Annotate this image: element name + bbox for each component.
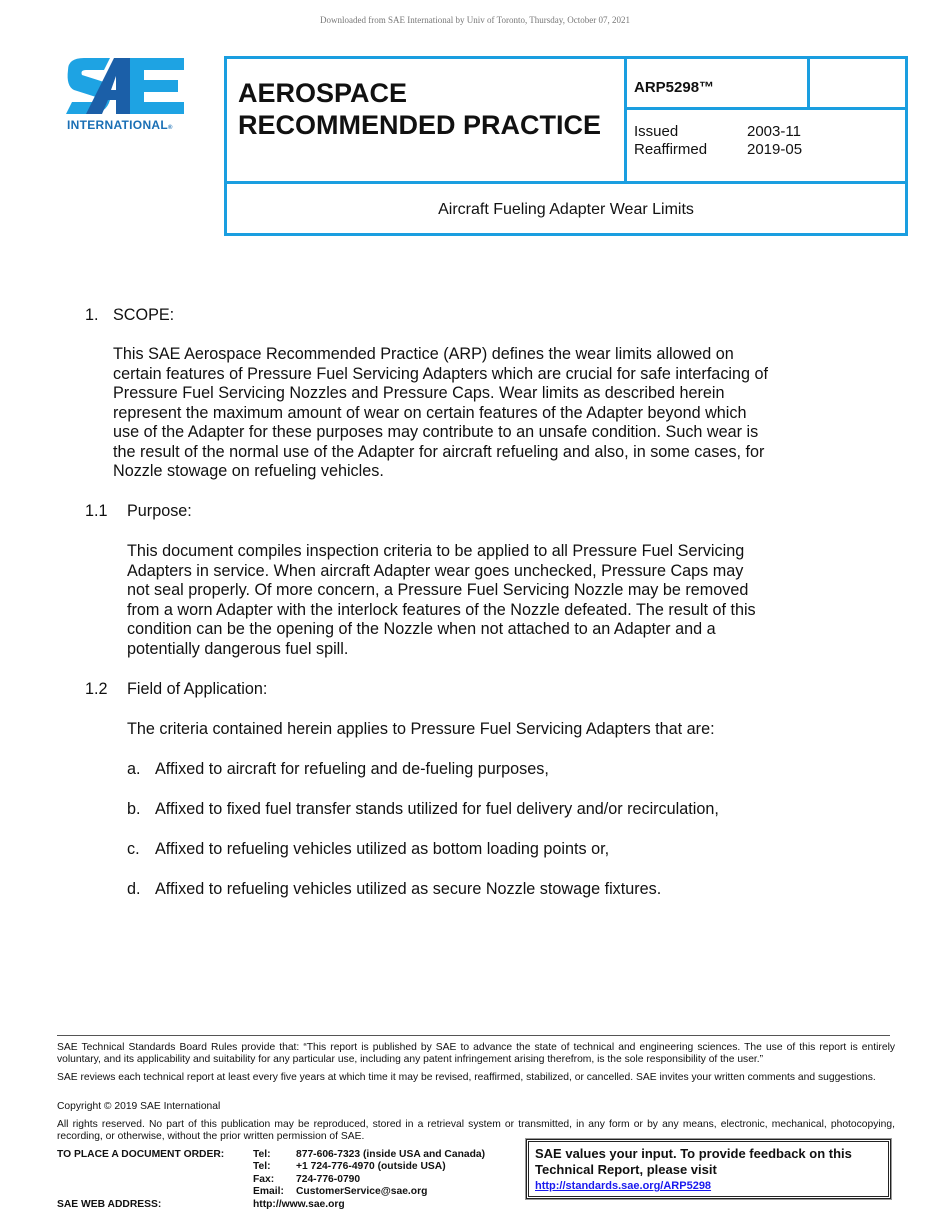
web-address-link[interactable]: http://www.sae.org [253, 1198, 345, 1210]
document-number: ARP5298™ [634, 79, 715, 96]
download-watermark: Downloaded from SAE International by Univ of Toronto, Thursday, October 07, 2021 [320, 15, 630, 25]
footer-rules-text: SAE Technical Standards Board Rules provide that: “This report is published by SAE to advance the state of technical and engineering sciences. The use of this report is entirely voluntary, and its applicability and suitability for any particular use, including any patent infringement arising therefrom, is the sole responsibility of the user.” [57, 1042, 895, 1066]
document-dates [634, 123, 802, 159]
footer-review-text: SAE reviews each technical report at least every five years at which time it may be revised, reaffirmed, stabilized, or cancelled. SAE invites your written comments and suggestions. [57, 1072, 876, 1083]
reaffirmed-value: 2019-05 [747, 141, 803, 158]
section-field-heading: 1.2 Field of Application: [85, 680, 268, 698]
header-divider-vertical-small [807, 59, 810, 109]
sae-logo-mark [64, 56, 188, 116]
header-divider-horizontal [227, 181, 908, 184]
purpose-paragraph: This document compiles inspection criteria to be applied to all Pressure Fuel Servicing Adapters in service. When aircraft Adapter wear goes unchecked, Pressure Caps may not seal properly. Of more concern, a Pressure Fuel Servicing Nozzle may be removed from a worn Adapter with the interlock features of the Nozzle defeated. The result of this condition can be the opening of the Nozzle when not attached to an Adapter and a potentially dangerous fuel spill. [127, 542, 756, 658]
logo-international-text: INTERNATIONAL® [67, 118, 173, 132]
issued-value: 2003-11 [747, 123, 801, 140]
web-address-label: SAE WEB ADDRESS: [57, 1198, 162, 1210]
phone-intl: +1 724-776-4970 (outside USA) [296, 1161, 446, 1173]
document-header-box [224, 56, 908, 236]
footer-copyright: Copyright © 2019 SAE International [57, 1101, 221, 1112]
phone-usa: 877-606-7323 (inside USA and Canada) [296, 1149, 486, 1160]
list-item: b. Affixed to fixed fuel transfer stands utilized for fuel delivery and/or recirculation, [127, 800, 719, 818]
field-intro: The criteria contained herein applies to Pressure Fuel Servicing Adapters that are: [127, 720, 715, 738]
feedback-box: SAE values your input. To provide feedback on this Technical Report, please visit http://standards.sae.org/ARP5298 [526, 1139, 891, 1199]
section-scope-heading: 1. SCOPE: [85, 306, 175, 324]
footer-rights-text: All rights reserved. No part of this publication may be reproduced, stored in a retrieval system or transmitted, in any form or by any means, electronic, mechanical, photocopying, recording, or otherwise, without the prior written permission of SAE. [57, 1119, 895, 1143]
footer-divider [57, 1035, 890, 1036]
header-divider-horizontal-small [624, 107, 908, 110]
sae-logo [64, 56, 188, 134]
email-address[interactable]: CustomerService@sae.org [296, 1186, 428, 1198]
fax-number: 724-776-0790 [296, 1173, 361, 1185]
document-title: Aircraft Fueling Adapter Wear Limits [438, 201, 694, 218]
header-divider-vertical [624, 59, 627, 183]
list-item: c. Affixed to refueling vehicles utilized as bottom loading points or, [127, 840, 610, 858]
list-item: a. Affixed to aircraft for refueling and de-fueling purposes, [127, 760, 549, 778]
feedback-link[interactable]: http://standards.sae.org/ARP5298 [535, 1180, 712, 1192]
document-type-title: AEROSPACE RECOMMENDED PRACTICE [238, 78, 602, 140]
issued-label: Issued [634, 123, 679, 140]
order-label: TO PLACE A DOCUMENT ORDER: [57, 1149, 225, 1160]
section-purpose-heading: 1.1 Purpose: [85, 502, 192, 520]
list-item: d. Affixed to refueling vehicles utilized as secure Nozzle stowage fixtures. [127, 880, 662, 898]
scope-paragraph: This SAE Aerospace Recommended Practice (ARP) defines the wear limits allowed on certain features of Pressure Fuel Servicing Adapters which are crucial for safe interfacing of Pressure Fuel Servicing Nozzles and Pressure Caps. Wear limits as described herein represent the maximum amount of wear on certain features of the Adapter beyond which use of the Adapter for these purposes may contribute to an unsafe condition. Such wear is the result of the normal use of the Adapter for aircraft refueling and also, in some cases, for Nozzle stowage on refueling vehicles. [113, 345, 769, 480]
reaffirmed-label: Reaffirmed [634, 141, 708, 158]
